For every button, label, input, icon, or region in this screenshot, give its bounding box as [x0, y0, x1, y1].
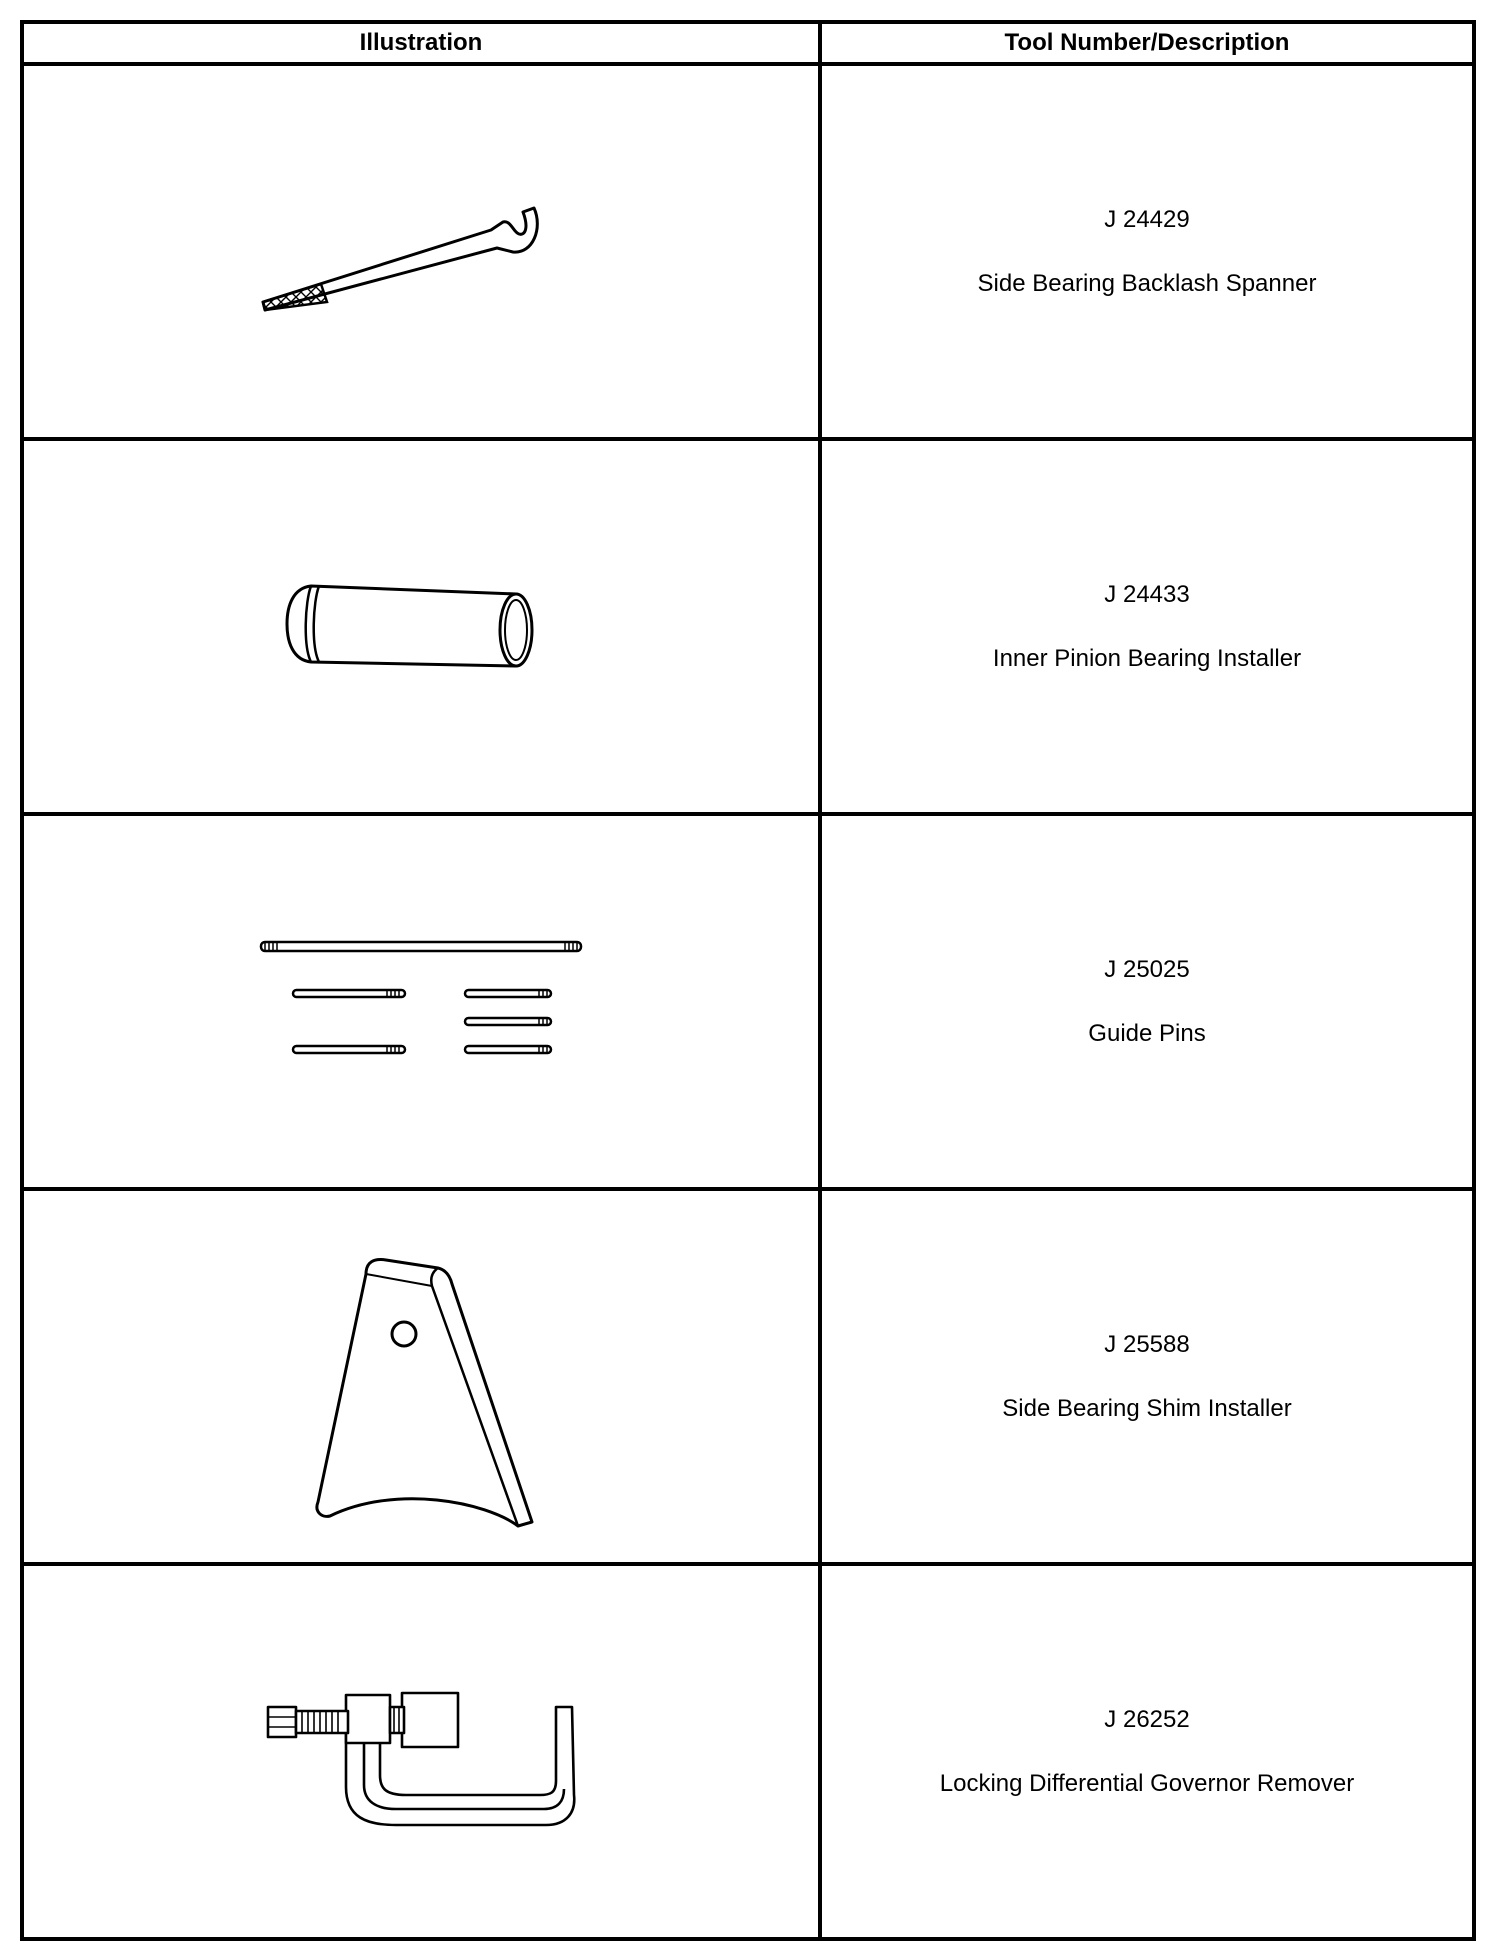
illustration-cell	[22, 814, 820, 1189]
tool-number: J 24433	[1104, 580, 1190, 608]
tool-description: Side Bearing Backlash Spanner	[977, 269, 1317, 297]
header-row	[22, 22, 1474, 64]
table-row	[22, 1189, 1474, 1564]
tool-description: Inner Pinion Bearing Installer	[992, 644, 1302, 672]
tool-description-cell	[820, 1189, 1474, 1564]
shim-installer-icon	[286, 1222, 556, 1532]
c-clamp-remover-icon	[256, 1677, 586, 1827]
tool-number: J 24429	[1104, 205, 1190, 233]
illustration-cell	[22, 1564, 820, 1939]
illustration-cell	[22, 64, 820, 439]
tool-description: Locking Differential Governor Remover	[939, 1769, 1355, 1797]
tool-number: J 26252	[1104, 1705, 1190, 1733]
special-tools-table	[20, 20, 1476, 1941]
table-row	[22, 439, 1474, 814]
guide-pins-icon	[251, 932, 591, 1072]
illustration-cell	[22, 1189, 820, 1564]
tube-installer-icon	[271, 572, 571, 682]
spanner-icon	[251, 182, 591, 322]
illustration-cell	[22, 439, 820, 814]
table-row	[22, 814, 1474, 1189]
table-row	[22, 64, 1474, 439]
tool-description-cell	[820, 439, 1474, 814]
tool-description-cell	[820, 1564, 1474, 1939]
tool-description: Side Bearing Shim Installer	[1002, 1394, 1292, 1422]
tool-number: J 25025	[1104, 955, 1190, 983]
tool-description-cell	[820, 64, 1474, 439]
tool-description-header: Tool Number/Description	[820, 22, 1474, 64]
table-row	[22, 1564, 1474, 1939]
tool-description: Guide Pins	[1088, 1019, 1206, 1047]
tool-number: J 25588	[1104, 1330, 1190, 1358]
tool-description-cell	[820, 814, 1474, 1189]
illustration-header: Illustration	[22, 22, 820, 64]
